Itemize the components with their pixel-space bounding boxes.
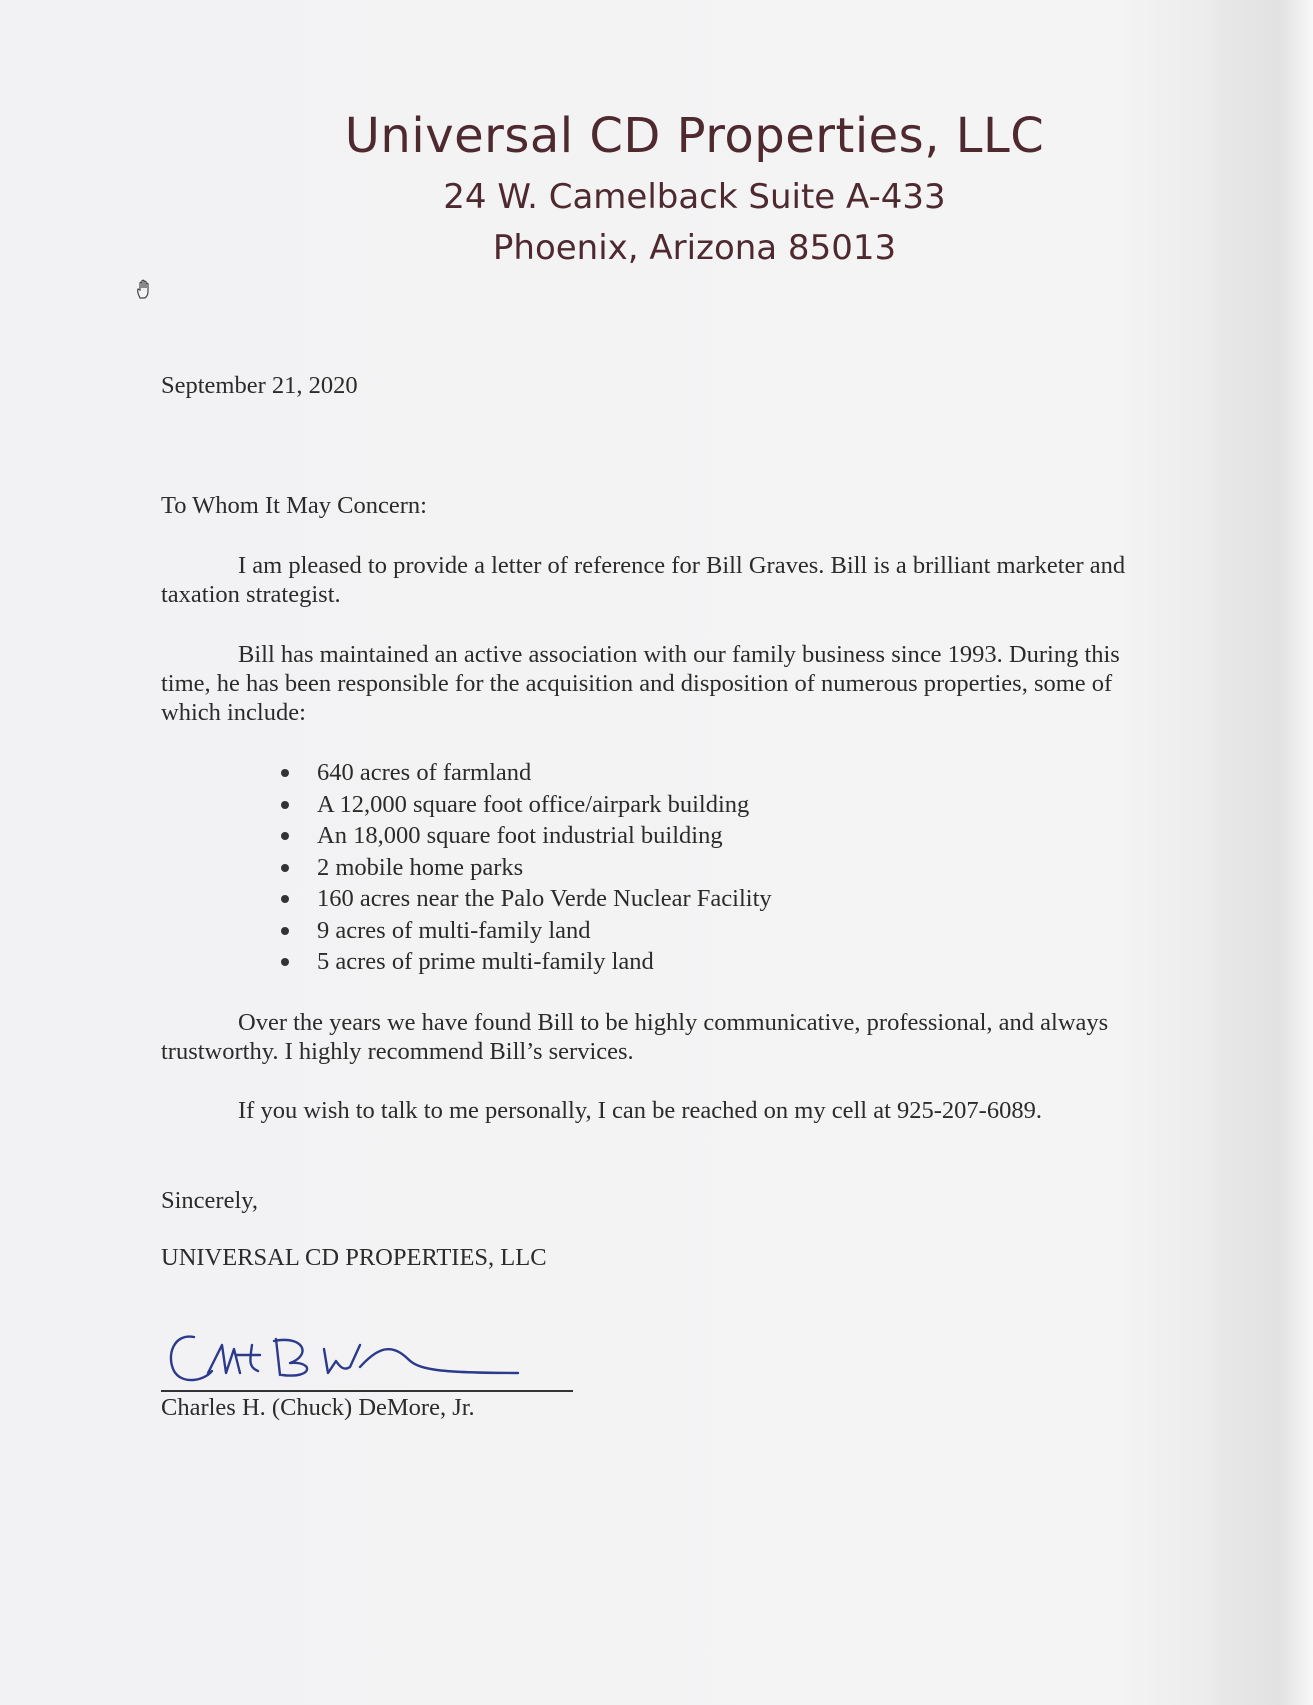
list-item: [281, 883, 772, 915]
list-item: [281, 852, 772, 884]
company-signature-block: UNIVERSAL CD PROPERTIES, LLC: [161, 1244, 547, 1271]
paragraph-introduction: I am pleased to provide a letter of reference for Bill Graves. Bill is a brilliant marketer and taxation strategist.: [161, 552, 1126, 608]
list-item: [281, 820, 772, 852]
closing: Sincerely,: [161, 1187, 259, 1214]
signer-name: Charles H. (Chuck) DeMore, Jr.: [161, 1394, 475, 1421]
paragraph-association: Bill has maintained an active association with our family business since 1993. During this time, he has been responsible for the acquisition and disposition of numerous properties, some of which include:: [161, 641, 1120, 726]
bullet-icon: [281, 895, 289, 903]
list-item-text: 160 acres near the Palo Verde Nuclear Facility: [317, 885, 772, 912]
list-item-text: 9 acres of multi-family land: [317, 916, 591, 944]
list-item: [281, 915, 772, 947]
list-item: [281, 946, 772, 978]
handwritten-signature: [164, 1315, 534, 1390]
bullet-icon: [281, 769, 289, 777]
salutation: To Whom It May Concern:: [161, 492, 427, 519]
hand-cursor-icon: [134, 278, 156, 300]
bullet-icon: [281, 801, 289, 809]
bullet-icon: [281, 864, 289, 872]
bullet-icon: [281, 958, 289, 966]
list-item-text: 2 mobile home parks: [317, 853, 524, 881]
list-item-text: A 12,000 square foot office/airpark building: [317, 790, 750, 818]
paragraph-recommendation: Over the years we have found Bill to be highly communicative, professional, and always trustworthy. I highly recommend Bill’s services.: [161, 1009, 1109, 1065]
letterhead-company-name: Universal CD Properties, LLC: [344, 108, 1045, 164]
list-item-text: 640 acres of farmland: [317, 759, 532, 786]
bullet-icon: [281, 927, 289, 935]
property-list: [281, 757, 772, 978]
letter-date: September 21, 2020: [161, 372, 358, 399]
bullet-icon: [281, 832, 289, 840]
list-item: [281, 789, 772, 821]
letterhead-street: 24 W. Camelback Suite A-433: [443, 177, 946, 217]
list-item-text: An 18,000 square foot industrial building: [317, 822, 723, 849]
list-item: [281, 757, 772, 789]
list-item-text: 5 acres of prime multi-family land: [317, 948, 654, 975]
signature-line: [161, 1390, 573, 1392]
paragraph-contact: If you wish to talk to me personally, I can be reached on my cell at 925-207-6089.: [238, 1097, 1042, 1124]
letterhead-city: Phoenix, Arizona 85013: [492, 228, 897, 268]
